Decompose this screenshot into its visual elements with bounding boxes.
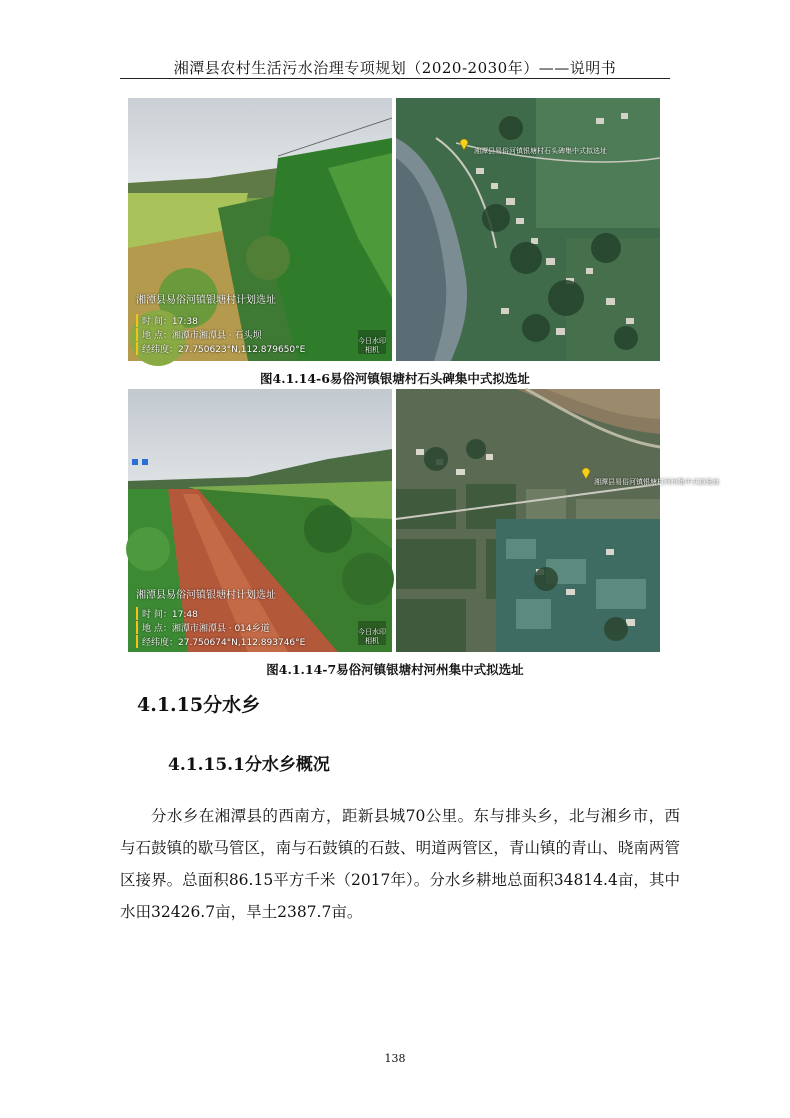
body-paragraph: 分水乡在湘潭县的西南方，距新县城70公里。东与排头乡，北与湘乡市，西与石鼓镇的歇马管区，南与石鼓镇的石鼓、明道两管区，青山镇的青山、晓南两管区接界。总面积86.15平方千米（2017年）。分水乡耕地总面积34814.4亩，其中水田32426.7亩，旱土2387.7亩。: [120, 807, 680, 921]
photo-stamp-time: 时 间：17:48: [136, 607, 198, 620]
photo-stamp-time: 时 间：17:38: [136, 314, 198, 327]
watermark-logo: 今日水印 相机: [358, 628, 386, 645]
satellite-map-1: [396, 98, 660, 361]
running-header: 湘潭县农村生活污水治理专项规划（2020-2030年）——说明书: [173, 59, 617, 77]
watermark-logo: 今日水印 相机: [358, 337, 386, 354]
page-number: 138: [384, 1052, 406, 1065]
figure-caption-2: 图4.1.14-7易俗河镇银塘村河州集中式拟选址: [266, 662, 524, 677]
subsection-heading: 4.1.15.1分水乡概况: [168, 755, 330, 775]
section-heading: 4.1.15分水乡: [137, 694, 261, 716]
photo-stamp-coords: 经纬度：27.750674°N,112.893746°E: [136, 635, 305, 648]
photo-stamp-place: 地 点：湘潭市湘潭县 · 石头坝: [136, 328, 261, 341]
satellite-map-2: [396, 389, 720, 652]
map-location-label: 湘潭县易俗河镇银塘村石头碑集中式拟选址: [474, 147, 607, 155]
photo-stamp-title: 湘潭县易俗河镇银塘村计划选址: [136, 590, 276, 601]
map-location-label: 湘潭县易俗河镇银塘村河州集中式拟选址: [594, 478, 720, 486]
photo-stamp-coords: 经纬度：27.750623°N,112.879650°E: [136, 342, 305, 355]
field-photo-2: [128, 389, 392, 652]
field-photo-1: [128, 98, 392, 361]
header-rule: [120, 78, 670, 79]
photo-stamp-title: 湘潭县易俗河镇银塘村计划选址: [136, 295, 276, 306]
figure-caption-1: 图4.1.14-6易俗河镇银塘村石头碑集中式拟选址: [260, 371, 530, 386]
body-text: [120, 800, 680, 928]
photo-stamp-place: 地 点：湘潭市湘潭县 · 014乡道: [136, 621, 270, 634]
